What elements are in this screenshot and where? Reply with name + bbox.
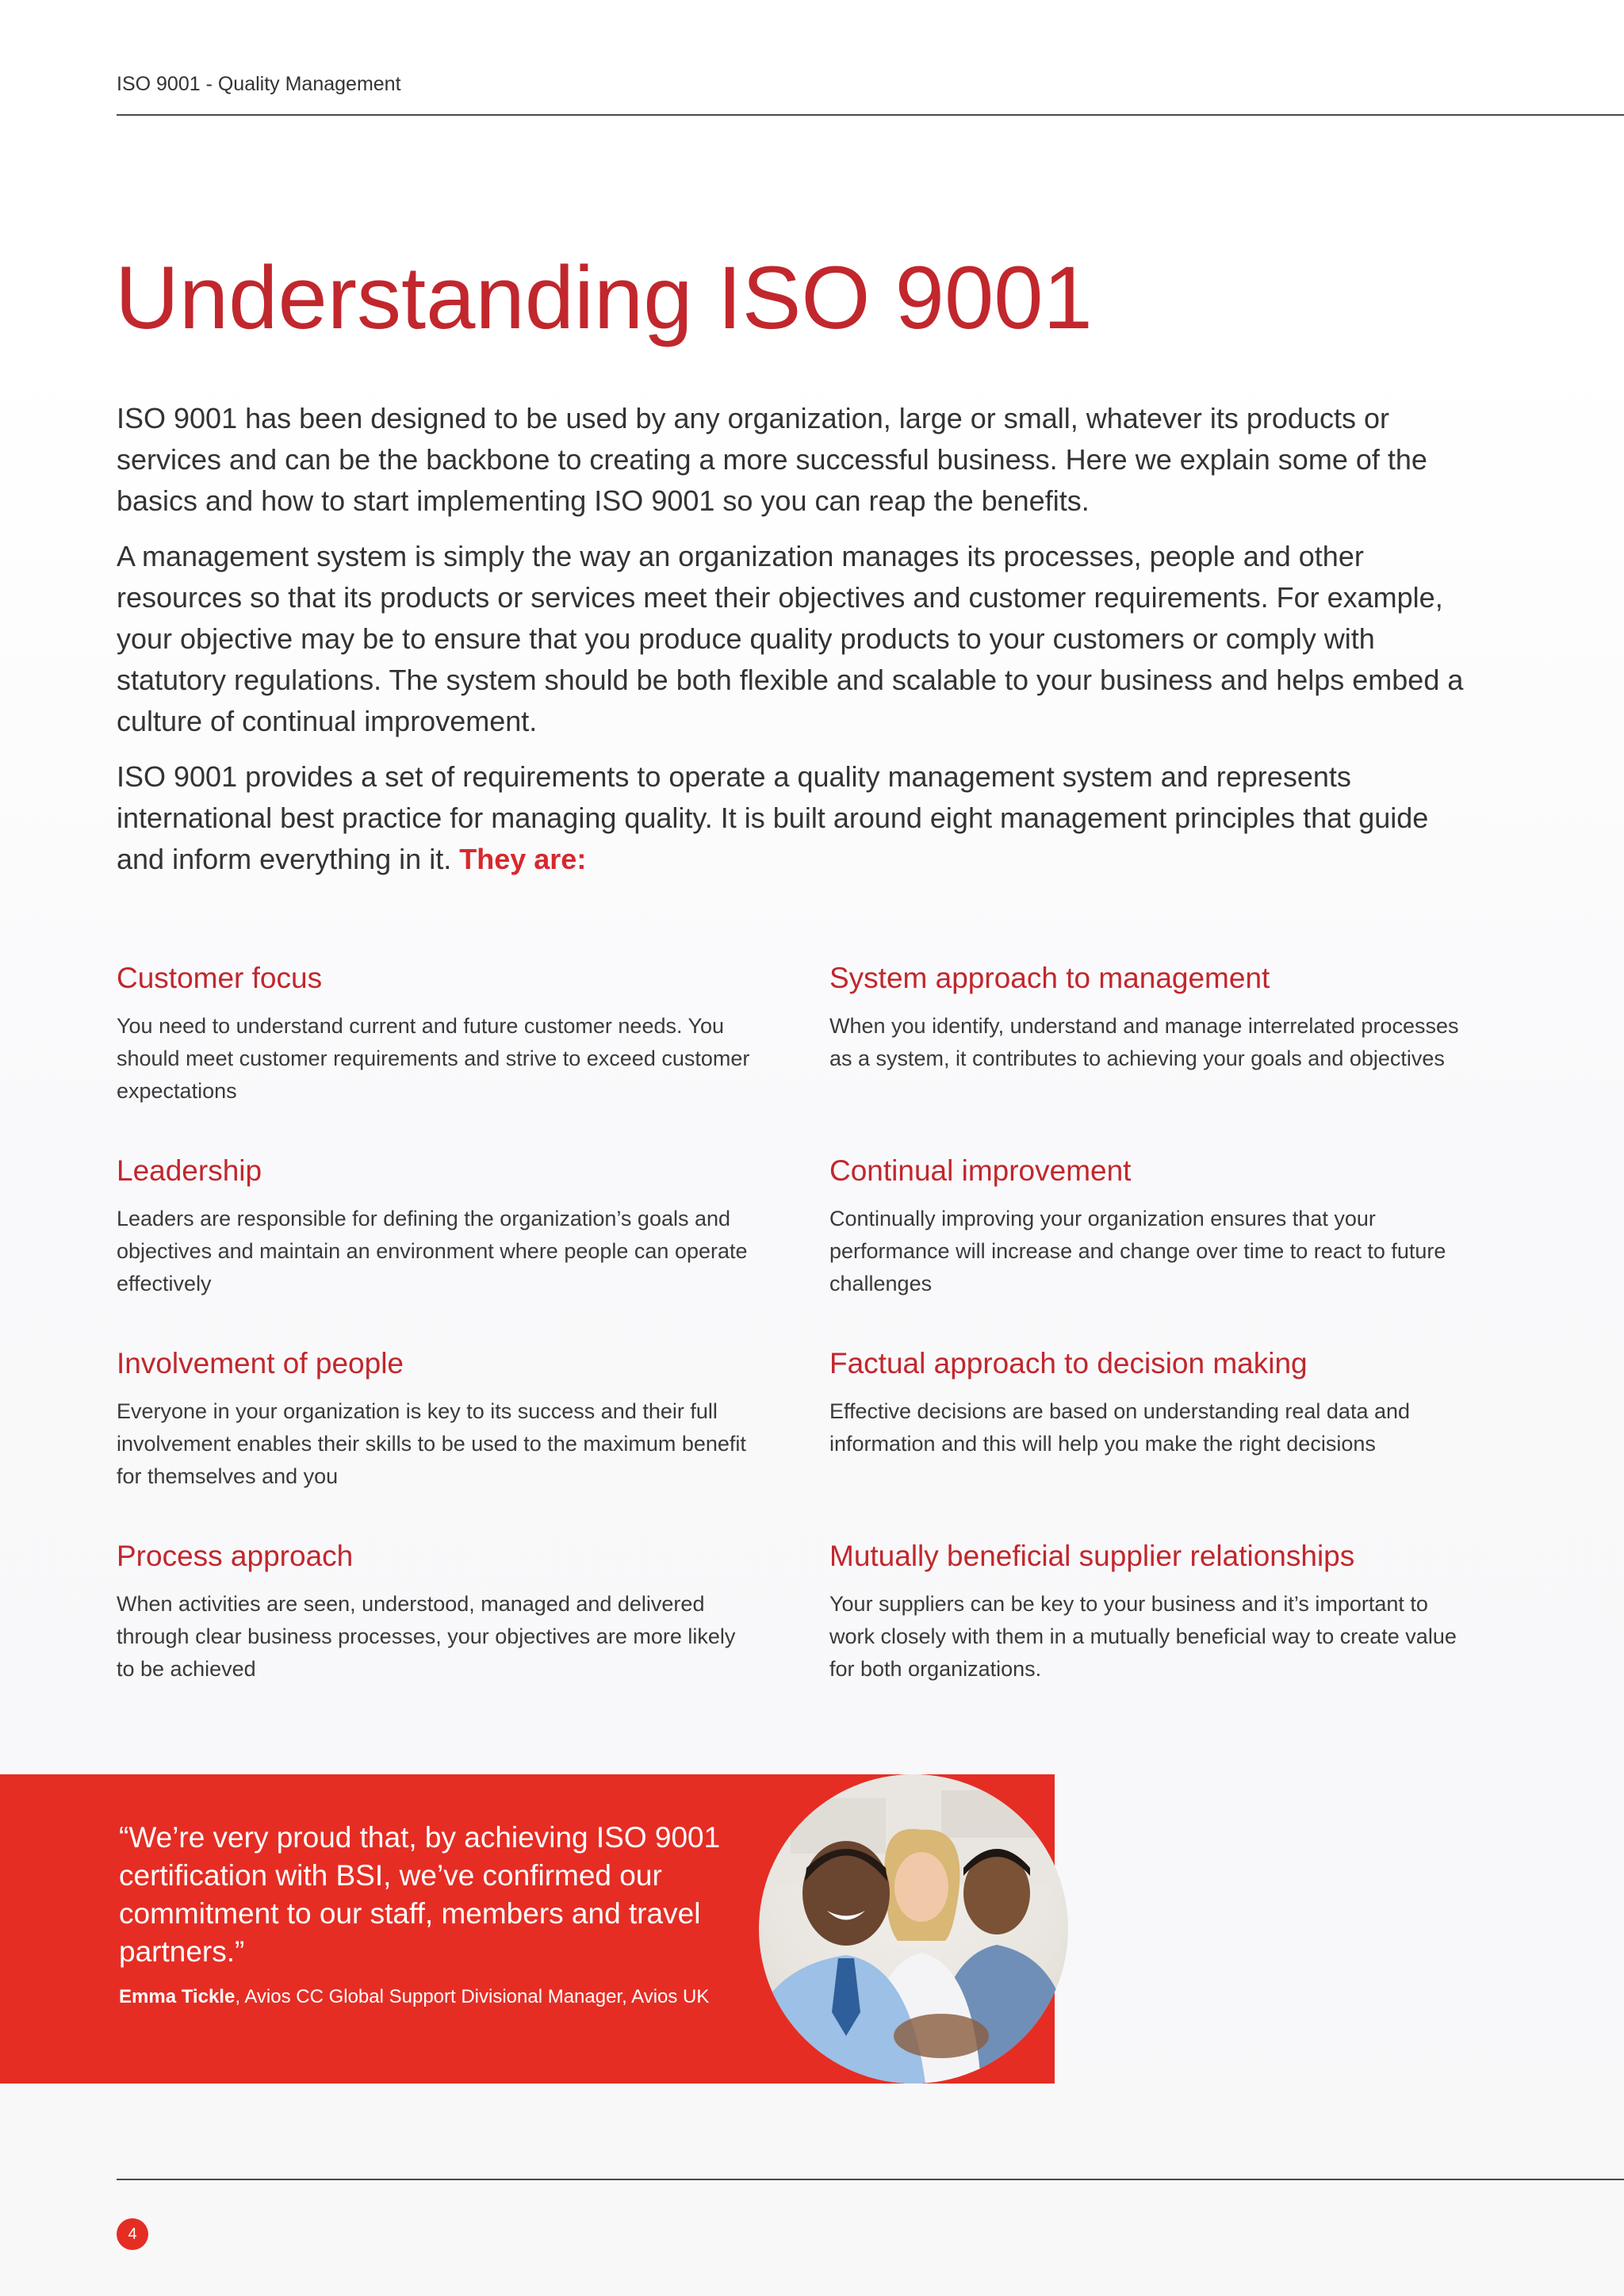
- principle-title: Leadership: [117, 1154, 262, 1187]
- principle-leadership: [117, 1154, 829, 1300]
- intro-paragraph: ISO 9001 has been designed to be used by any organization, large or small, whatever its products or services and can be the backbone to creating a more successful business. Here we explain some of the basics and how to start implementing ISO 9001 so you can reap the benefits.: [117, 402, 1427, 517]
- principle-text: Leaders are responsible for defining the organization’s goals and objectives and maintain an environment where people can operate effectively: [117, 1207, 748, 1295]
- principle-text: Effective decisions are based on understanding real data and information and this will help you make the right decisions: [829, 1399, 1411, 1456]
- principle-customer-focus: [117, 961, 829, 1108]
- principle-involvement-of-people: [117, 1346, 829, 1493]
- intro-text: [117, 398, 1465, 894]
- page-title: Understanding ISO 9001: [115, 248, 1093, 347]
- principle-title: Mutually beneficial supplier relationships: [829, 1540, 1355, 1572]
- intro-highlight: They are:: [459, 843, 587, 875]
- principle-title: System approach to management: [829, 962, 1270, 994]
- principles-grid: [117, 961, 1496, 1686]
- page-number-badge: 4: [117, 2218, 148, 2250]
- team-photo: [759, 1774, 1068, 2084]
- intro-paragraph: [117, 756, 1465, 880]
- principle-supplier-relationships: [829, 1539, 1496, 1686]
- principle-text: Continually improving your organization ensures that your performance will increase and change over time to react to future challenges: [829, 1207, 1446, 1295]
- header-divider: [117, 114, 1624, 116]
- principle-title: Factual approach to decision making: [829, 1347, 1308, 1380]
- principle-title: Customer focus: [117, 962, 323, 994]
- intro-paragraph: A management system is simply the way an organization manages its processes, people and other resources so that its products or services meet their objectives and customer requirements. For example, your objective may be to ensure that you produce quality products to your customers or comply with statutory regulations. The system should be both flexible and scalable to your business and helps embed a culture of continual improvement.: [117, 540, 1464, 737]
- principle-factual-approach: [829, 1346, 1496, 1493]
- testimonial-role: , Avios CC Global Support Divisional Manager, Avios UK: [235, 1986, 710, 2007]
- principle-text: Everyone in your organization is key to its success and their full involvement enables their skills to be used to the maximum benefit for themselves and you: [117, 1399, 746, 1488]
- testimonial-quote: “We’re very proud that, by achieving ISO 9001 certification with BSI, we’ve confirmed our commitment to our staff, members and travel partners.”: [119, 1821, 721, 1968]
- intro-paragraph-text: ISO 9001 provides a set of requirements to operate a quality management system and represents international best practice for managing quality. It is built around eight management principles that guide and inform everything in it.: [117, 760, 1429, 875]
- team-photo-illustration: [759, 1774, 1068, 2084]
- principle-text: When activities are seen, understood, managed and delivered through clear business processes, your objectives are more likely to be achieved: [117, 1592, 736, 1681]
- testimonial-attribution: [119, 1984, 722, 2011]
- running-header: ISO 9001 - Quality Management: [117, 73, 401, 95]
- footer-divider: [117, 2179, 1624, 2180]
- principle-text: You need to understand current and future customer needs. You should meet customer requirements and strive to exceed customer expectations: [117, 1014, 750, 1103]
- testimonial-author: Emma Tickle: [119, 1986, 236, 2007]
- principle-text: Your suppliers can be key to your business and it’s important to work closely with them in a mutually beneficial way to create value for both organizations.: [829, 1592, 1457, 1681]
- principle-system-approach: [829, 961, 1496, 1108]
- principle-title: Involvement of people: [117, 1347, 404, 1380]
- principle-title: Continual improvement: [829, 1154, 1132, 1187]
- principle-process-approach: [117, 1539, 829, 1686]
- principle-continual-improvement: [829, 1154, 1496, 1300]
- principle-text: When you identify, understand and manage interrelated processes as a system, it contributes to achieving your goals and objectives: [829, 1014, 1459, 1070]
- principle-title: Process approach: [117, 1540, 354, 1572]
